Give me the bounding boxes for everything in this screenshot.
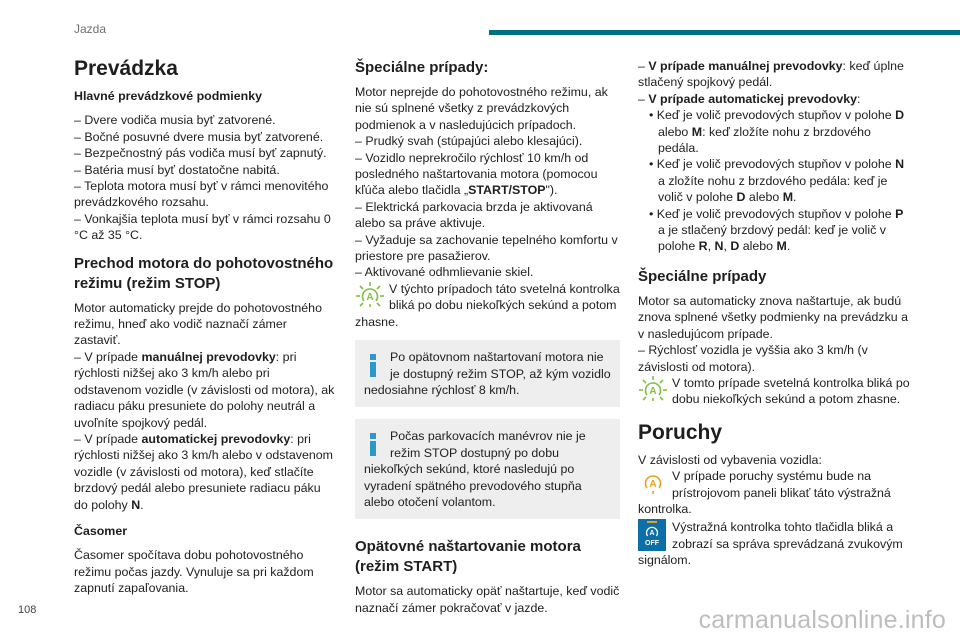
restart-heading: Opätovné naštartovanie motora (režim START)	[355, 538, 581, 576]
info-icon	[364, 430, 384, 458]
stop-automatic-item: – V prípade automatickej prevodovky: pri rýchlosti nižšej ako 3 km/h alebo v odstavenom vozidle (v závislosti od motora), keď stlačíte brzdový pedál alebo presuniete radiacu páku do polohy N.	[74, 431, 333, 512]
list-item: – Teplota motora musí byť v rámci menovitého prevádzkového rozsahu.	[74, 179, 329, 210]
list-item: – Bočné posuvné dvere musia byť zatvorené.	[74, 129, 324, 144]
list-item: – Prudký svah (stúpajúci alebo klesajúci).	[355, 134, 583, 149]
info-note: Počas parkovacích manévrov nie je režim STOP dostupný po dobu niekoľkých sekúnd, ktoré nasledujú po vyradení spätného prevodového stupňa alebo otočení volantom.	[355, 419, 620, 519]
fault-lamp-note: A V prípade poruchy systému bude na prístrojovom paneli blikať táto výstražná kontrolka.	[638, 469, 891, 516]
page-number: 108	[18, 604, 37, 616]
list-item: – Dvere vodiča musia byť zatvorené.	[74, 113, 276, 128]
info-note: Po opätovnom naštartovaní motora nie je dostupný režim STOP, až kým vozidlo nedosiahne rýchlosť 8 km/h.	[355, 340, 620, 407]
svg-text:A: A	[649, 479, 657, 491]
section-title: Prevádzka	[74, 57, 178, 80]
list-item: – Rýchlosť vozidla je vyššia ako 3 km/h (v závislosti od motora).	[638, 343, 868, 374]
restart-text: Motor sa automaticky opäť naštartuje, keď vodič naznačí zámer pokračovať v jazde.	[355, 584, 620, 615]
timer-heading: Časomer	[74, 523, 128, 538]
svg-text:A: A	[649, 385, 657, 397]
off-label: OFF	[645, 540, 659, 548]
list-item: – Vonkajšia teplota musí byť v rámci rozsahu 0 °C až 35 °C.	[74, 211, 331, 243]
list-item: – Aktivované odhmlievanie skiel.	[355, 265, 534, 280]
list-item: – Bezpečnostný pás vodiča musí byť zapnutý.	[74, 146, 327, 161]
special-cases-heading-2: Špeciálne prípady	[638, 267, 767, 285]
stop-manual-item: – V prípade manuálnej prevodovky: pri rýchlosti nižšej ako 3 km/h alebo pri odstavenom vozidle (v závislosti od motora), ak radiacu páku presuniete do polohy neutrál a uvoľníte spojkový pedál.	[74, 349, 335, 430]
list-item: – Vozidlo neprekročilo rýchlosť 10 km/h od posledného naštartovania motora (pomocou kľúča alebo tlačidla „START/STOP").	[355, 150, 598, 198]
off-button-note: A OFF Výstražná kontrolka tohto tlačidla bliká a zobrazí sa správa sprevádzaná zvukovým signálom.	[638, 520, 903, 568]
auto-stop-lamp-icon	[638, 375, 668, 405]
timer-text: Časomer spočítava dobu pohotovostného režimu počas jazdy. Vynuluje sa pri každom zapnutí zapaľovania.	[74, 548, 314, 596]
faults-heading: Poruchy	[638, 420, 723, 444]
special-cases-intro: Motor neprejde do pohotovostného režimu, ak nie sú splnené všetky z prevádzkových podmienok a v nasledujúcich prípadoch.	[355, 85, 608, 132]
list-item: • Keď je volič prevodových stupňov v polohe P a je stlačený brzdový pedál: keď je volič v polohe R, N, D alebo M.	[649, 206, 904, 254]
lamp-note: A V tomto prípade svetelná kontrolka bliká po dobu niekoľkých sekúnd a potom zhasne.	[638, 375, 910, 408]
svg-text:A: A	[649, 530, 655, 538]
list-item: • Keď je volič prevodových stupňov v polohe D alebo M: keď zložíte nohu z brzdového pedála.	[649, 108, 905, 156]
header-accent-bar	[489, 30, 960, 35]
list-item: – Elektrická parkovacia brzda je aktivovaná alebo sa práve aktivuje.	[355, 199, 593, 231]
stop-mode-heading: Prechod motora do pohotovostného režimu (režim STOP)	[74, 254, 334, 292]
lamp-note: A V týchto prípadoch táto svetelná kontrolka bliká po dobu niekoľkých sekúnd a potom zhasne.	[355, 281, 620, 329]
info-icon	[364, 351, 384, 379]
conditions-list	[74, 112, 336, 243]
restart-manual-item: – V prípade manuálnej prevodovky: keď úplne stlačený spojkový pedál.	[638, 59, 904, 90]
restart-automatic-item: – V prípade automatickej prevodovky:	[638, 91, 861, 106]
special-cases-heading: Špeciálne prípady:	[355, 59, 489, 76]
watermark: carmanualsonline.info	[698, 606, 946, 634]
header-section-title: Jazda	[74, 22, 107, 36]
column-1	[74, 56, 336, 597]
stop-mode-intro: Motor automaticky prejde do pohotovostného režimu, hneď ako vodič naznačí zámer zastaviť.	[74, 300, 322, 348]
auto-stop-lamp-icon	[355, 281, 385, 311]
faults-intro: V závislosti od vybavenia vozidla:	[638, 452, 822, 467]
list-item: – Batéria musí byť dostatočne nabitá.	[74, 162, 280, 177]
special-cases-text: Motor sa automaticky znova naštartuje, ak budú znova splnené všetky podmienky na prevádzku a v nasledujúcom prípade.	[638, 293, 908, 341]
svg-text:A: A	[366, 291, 374, 303]
list-item: – Vyžaduje sa zachovanie tepelného komfortu v priestore pre pasažierov.	[355, 232, 618, 264]
list-item: • Keď je volič prevodových stupňov v polohe N a zložíte nohu z brzdového pedála: keď je volič v polohe D alebo M.	[649, 157, 905, 205]
column-3	[638, 58, 910, 569]
main-conditions-heading: Hlavné prevádzkové podmienky	[74, 89, 262, 103]
fault-warning-lamp-icon	[638, 468, 668, 498]
stop-start-off-button-icon	[638, 519, 666, 551]
column-2	[355, 58, 620, 616]
